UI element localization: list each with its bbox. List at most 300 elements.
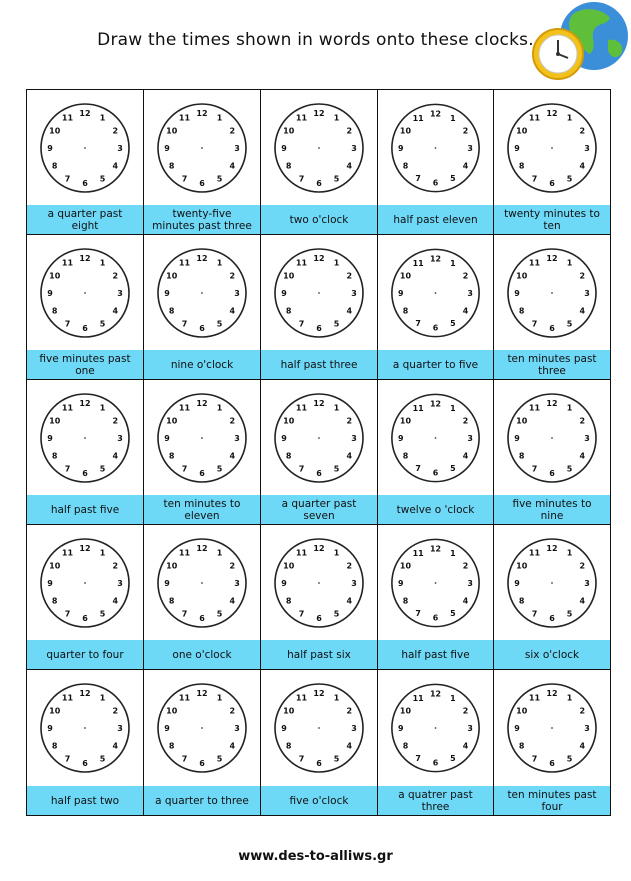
clock-face[interactable] <box>494 670 610 786</box>
clock-number: 9 <box>164 724 170 733</box>
clock-cell <box>378 670 494 815</box>
clock-number: 2 <box>229 271 236 281</box>
clock-number: 2 <box>462 416 469 426</box>
clock-number: 12 <box>196 399 208 408</box>
clock-face[interactable] <box>378 525 493 641</box>
clock-cell <box>261 380 378 525</box>
clock-face[interactable] <box>494 525 610 641</box>
clock-number: 7 <box>415 754 421 764</box>
clock-number: 8 <box>518 161 525 171</box>
clock-number: 2 <box>229 561 236 571</box>
clock-number: 12 <box>546 689 558 698</box>
clock-number: 4 <box>346 451 353 461</box>
clock-number: 5 <box>566 609 573 619</box>
clock-number: 4 <box>579 596 586 606</box>
time-label: quarter to four <box>27 640 143 669</box>
clock-number: 10 <box>516 126 528 136</box>
clock-face[interactable] <box>27 235 143 351</box>
clock-face[interactable] <box>261 670 377 786</box>
clock-number: 1 <box>333 113 340 123</box>
clock-number: 6 <box>199 469 205 478</box>
clock-face[interactable] <box>27 525 143 641</box>
clock-number: 10 <box>49 706 61 716</box>
clock-number: 4 <box>346 596 353 606</box>
clock-number: 4 <box>229 741 236 751</box>
clock-number: 4 <box>112 741 119 751</box>
clock-number: 6 <box>199 324 205 333</box>
clock-number: 6 <box>82 614 88 623</box>
time-label: a quatrer past three <box>378 786 493 815</box>
clock-number: 6 <box>199 759 205 768</box>
clock-face[interactable] <box>144 90 260 206</box>
clock-number: 8 <box>51 161 58 171</box>
clock-number: 8 <box>285 741 292 751</box>
time-label: half past six <box>261 640 377 669</box>
clock-face[interactable] <box>261 380 377 496</box>
clock-number: 7 <box>298 464 305 474</box>
clock-cell <box>494 90 610 235</box>
clock-number: 4 <box>112 306 119 316</box>
clock-number: 12 <box>196 544 208 553</box>
clock-number: 9 <box>398 578 404 588</box>
clock-number: 3 <box>351 724 357 733</box>
clock-number: 1 <box>99 548 106 558</box>
globe-clock-icon <box>528 0 631 88</box>
clock-number: 7 <box>298 174 305 184</box>
clock-number: 2 <box>229 416 236 426</box>
clock-number: 8 <box>51 451 58 461</box>
clock-number: 1 <box>216 693 223 703</box>
clock-number: 10 <box>49 271 61 281</box>
time-label: a quarter to five <box>378 350 493 379</box>
clock-number: 11 <box>528 548 541 558</box>
clock-number: 1 <box>450 403 456 413</box>
clock-number: 3 <box>117 434 123 443</box>
clock-number: 3 <box>584 289 590 298</box>
clock-number: 5 <box>333 319 340 329</box>
clock-number: 4 <box>112 161 119 171</box>
clock-face[interactable] <box>261 90 377 206</box>
clock-number: 9 <box>514 724 520 733</box>
clock-number: 6 <box>316 324 322 333</box>
clock-number: 3 <box>117 579 123 588</box>
clock-number: 7 <box>415 319 421 329</box>
clock-number: 10 <box>283 561 295 571</box>
clock-number: 11 <box>178 113 191 123</box>
clock-number: 11 <box>178 258 191 268</box>
clock-number: 12 <box>429 399 442 409</box>
clock-number: 7 <box>415 609 421 619</box>
clock-cell <box>378 90 494 235</box>
clock-number: 4 <box>346 306 353 316</box>
clock-number: 1 <box>99 693 106 703</box>
clock-number: 7 <box>181 609 188 619</box>
clock-number: 8 <box>168 161 175 171</box>
clock-number: 11 <box>528 258 541 268</box>
clock-number: 5 <box>216 609 223 619</box>
clock-number: 3 <box>467 578 473 588</box>
clock-number: 11 <box>528 693 541 703</box>
clock-number: 10 <box>166 126 178 136</box>
clock-number: 2 <box>346 126 353 136</box>
clock-number: 1 <box>333 258 340 268</box>
clock-number: 3 <box>234 434 240 443</box>
clock-number: 9 <box>164 434 170 443</box>
clock-number: 8 <box>51 306 58 316</box>
clock-number: 5 <box>566 754 573 764</box>
clock-number: 6 <box>82 324 88 333</box>
clock-number: 11 <box>412 693 424 703</box>
clock-face[interactable] <box>378 670 493 786</box>
clock-cell <box>494 525 610 670</box>
clock-face[interactable] <box>27 380 143 496</box>
clock-number: 1 <box>566 403 573 413</box>
clock-number: 6 <box>316 179 322 188</box>
clock-number: 8 <box>51 741 58 751</box>
clock-number: 9 <box>47 579 53 588</box>
clock-number: 10 <box>399 126 411 136</box>
clock-number: 9 <box>514 289 520 298</box>
clock-number: 6 <box>549 469 555 478</box>
clock-face[interactable] <box>144 235 260 351</box>
clock-number: 8 <box>518 451 525 461</box>
clock-number: 7 <box>181 319 188 329</box>
clock-number: 8 <box>518 306 525 316</box>
clock-number: 10 <box>49 126 61 136</box>
clock-cell <box>27 235 144 380</box>
clock-number: 5 <box>99 464 106 474</box>
clock-number: 2 <box>229 126 236 136</box>
clock-number: 11 <box>178 548 191 558</box>
clock-number: 9 <box>281 289 287 298</box>
clock-number: 1 <box>216 403 223 413</box>
time-label: five minutes past one <box>27 350 143 379</box>
clock-number: 3 <box>467 433 473 443</box>
clock-number: 3 <box>467 723 473 733</box>
clock-number: 9 <box>398 723 404 733</box>
clock-cell <box>494 235 610 380</box>
clock-number: 12 <box>313 399 325 408</box>
clock-number: 12 <box>313 109 325 118</box>
clock-number: 6 <box>199 179 205 188</box>
clock-number: 5 <box>333 174 340 184</box>
clock-number: 11 <box>412 258 424 268</box>
clock-number: 2 <box>462 271 469 281</box>
clock-number: 1 <box>450 693 456 703</box>
clock-number: 5 <box>99 754 106 764</box>
clock-cell <box>27 670 144 815</box>
clock-number: 5 <box>450 464 456 474</box>
clock-number: 5 <box>566 464 573 474</box>
clock-number: 8 <box>402 741 409 751</box>
clock-cell <box>27 525 144 670</box>
clock-number: 4 <box>346 741 353 751</box>
clock-face[interactable] <box>144 670 260 786</box>
clock-number: 5 <box>450 174 456 184</box>
clock-number: 9 <box>47 144 53 153</box>
clock-number: 2 <box>112 271 119 281</box>
clock-number: 11 <box>61 693 74 703</box>
clock-number: 9 <box>281 434 287 443</box>
clock-number: 12 <box>313 544 325 553</box>
clock-number: 5 <box>216 319 223 329</box>
clock-number: 6 <box>82 179 88 188</box>
clock-number: 7 <box>298 609 305 619</box>
clock-number: 6 <box>549 324 555 333</box>
clock-number: 2 <box>112 561 119 571</box>
time-label: five minutes to nine <box>494 495 610 524</box>
clock-number: 12 <box>196 254 208 263</box>
clock-number: 3 <box>584 579 590 588</box>
clock-number: 4 <box>229 306 236 316</box>
clock-number: 4 <box>112 451 119 461</box>
clock-number: 12 <box>196 109 208 118</box>
time-label: half past eleven <box>378 205 493 234</box>
clock-number: 9 <box>398 143 404 153</box>
clock-number: 1 <box>99 403 106 413</box>
clock-number: 4 <box>579 451 586 461</box>
clock-number: 7 <box>64 319 71 329</box>
clock-cell <box>261 525 378 670</box>
clock-number: 4 <box>346 161 353 171</box>
clock-number: 3 <box>117 724 123 733</box>
clock-number: 3 <box>351 289 357 298</box>
clock-number: 1 <box>566 548 573 558</box>
time-label: a quarter to three <box>144 786 260 815</box>
time-label: six o'clock <box>494 640 610 669</box>
clock-number: 8 <box>402 306 409 316</box>
page-title: Draw the times shown in words onto these clocks. <box>97 30 534 50</box>
clock-number: 7 <box>64 754 71 764</box>
clock-number: 9 <box>281 724 287 733</box>
clock-grid <box>26 89 611 816</box>
clock-face[interactable] <box>378 380 493 496</box>
clock-cell <box>494 670 610 815</box>
clock-number: 12 <box>79 254 91 263</box>
clock-number: 4 <box>462 306 469 316</box>
clock-number: 11 <box>178 403 191 413</box>
clock-number: 8 <box>51 596 58 606</box>
clock-number: 9 <box>514 579 520 588</box>
clock-number: 7 <box>531 319 538 329</box>
clock-number: 3 <box>234 579 240 588</box>
clock-face[interactable] <box>27 670 143 786</box>
clock-number: 6 <box>549 179 555 188</box>
time-label: five o'clock <box>261 786 377 815</box>
clock-number: 8 <box>168 306 175 316</box>
time-label: half past three <box>261 350 377 379</box>
clock-number: 7 <box>181 464 188 474</box>
clock-cell <box>378 380 494 525</box>
clock-number: 7 <box>531 754 538 764</box>
clock-number: 7 <box>531 609 538 619</box>
clock-number: 1 <box>216 548 223 558</box>
clock-number: 10 <box>283 706 295 716</box>
clock-number: 2 <box>112 126 119 136</box>
clock-face[interactable] <box>261 235 377 351</box>
time-label: twenty minutes to ten <box>494 205 610 234</box>
clock-face[interactable] <box>494 380 610 496</box>
clock-number: 8 <box>402 596 409 606</box>
clock-number: 10 <box>166 706 178 716</box>
clock-number: 12 <box>313 689 325 698</box>
clock-number: 5 <box>216 754 223 764</box>
clock-number: 8 <box>285 161 292 171</box>
clock-number: 2 <box>112 416 119 426</box>
clock-number: 7 <box>64 464 71 474</box>
clock-number: 7 <box>531 174 538 184</box>
clock-number: 12 <box>79 399 91 408</box>
clock-cell <box>144 235 261 380</box>
clock-number: 1 <box>333 548 340 558</box>
time-label: ten minutes past three <box>494 350 610 379</box>
clock-number: 3 <box>351 579 357 588</box>
clock-number: 12 <box>79 544 91 553</box>
time-label: two o'clock <box>261 205 377 234</box>
clock-number: 6 <box>432 323 439 333</box>
clock-number: 5 <box>333 464 340 474</box>
clock-number: 11 <box>412 403 424 413</box>
clock-cell <box>144 90 261 235</box>
clock-number: 11 <box>412 113 424 123</box>
clock-number: 2 <box>579 561 586 571</box>
clock-number: 2 <box>579 416 586 426</box>
clock-number: 1 <box>333 693 340 703</box>
clock-cell <box>27 90 144 235</box>
clock-cell <box>261 670 378 815</box>
clock-number: 1 <box>99 113 106 123</box>
clock-number: 10 <box>399 271 411 281</box>
clock-number: 11 <box>61 548 74 558</box>
clock-number: 3 <box>584 434 590 443</box>
clock-number: 3 <box>234 144 240 153</box>
clock-cell <box>378 235 494 380</box>
clock-number: 7 <box>298 319 305 329</box>
clock-number: 11 <box>295 693 308 703</box>
clock-number: 1 <box>566 113 573 123</box>
time-label: half past two <box>27 786 143 815</box>
clock-number: 10 <box>399 416 411 426</box>
clock-number: 8 <box>402 451 409 461</box>
clock-number: 10 <box>166 561 178 571</box>
clock-number: 6 <box>432 758 439 768</box>
clock-number: 1 <box>333 403 340 413</box>
clock-number: 4 <box>579 161 586 171</box>
clock-number: 6 <box>199 614 205 623</box>
clock-number: 3 <box>117 144 123 153</box>
clock-face[interactable] <box>144 525 260 641</box>
clock-number: 2 <box>346 416 353 426</box>
clock-number: 4 <box>462 451 469 461</box>
clock-number: 5 <box>566 319 573 329</box>
clock-number: 8 <box>518 741 525 751</box>
clock-number: 6 <box>82 759 88 768</box>
clock-face[interactable] <box>494 235 610 351</box>
clock-face[interactable] <box>27 90 143 206</box>
clock-number: 11 <box>412 548 424 558</box>
clock-face[interactable] <box>494 90 610 206</box>
clock-number: 5 <box>99 174 106 184</box>
clock-number: 6 <box>316 469 322 478</box>
clock-cell <box>144 380 261 525</box>
clock-number: 3 <box>351 144 357 153</box>
clock-number: 7 <box>64 174 71 184</box>
clock-number: 12 <box>79 689 91 698</box>
clock-cell <box>378 525 494 670</box>
clock-number: 2 <box>112 706 119 716</box>
clock-number: 6 <box>432 178 439 188</box>
clock-number: 2 <box>229 706 236 716</box>
clock-number: 7 <box>181 754 188 764</box>
clock-number: 8 <box>168 741 175 751</box>
clock-number: 3 <box>467 288 473 298</box>
clock-number: 6 <box>82 469 88 478</box>
time-label: half past five <box>378 640 493 669</box>
clock-number: 4 <box>579 741 586 751</box>
clock-number: 5 <box>216 174 223 184</box>
clock-face[interactable] <box>378 235 493 351</box>
clock-number: 11 <box>295 113 308 123</box>
clock-number: 1 <box>216 258 223 268</box>
clock-number: 7 <box>298 754 305 764</box>
clock-number: 2 <box>346 271 353 281</box>
clock-number: 11 <box>528 403 541 413</box>
clock-number: 1 <box>99 258 106 268</box>
time-label: ten minutes past four <box>494 786 610 815</box>
clock-number: 5 <box>216 464 223 474</box>
clock-number: 5 <box>333 754 340 764</box>
clock-number: 6 <box>549 759 555 768</box>
clock-number: 7 <box>415 174 421 184</box>
clock-number: 6 <box>432 468 439 478</box>
clock-number: 12 <box>546 254 558 263</box>
clock-number: 5 <box>450 754 456 764</box>
time-label: a quarter past eight <box>27 205 143 234</box>
clock-number: 9 <box>281 579 287 588</box>
clock-number: 9 <box>398 433 404 443</box>
clock-number: 9 <box>164 289 170 298</box>
clock-number: 6 <box>316 614 322 623</box>
clock-number: 4 <box>462 161 469 171</box>
clock-number: 10 <box>516 416 528 426</box>
clock-number: 12 <box>79 109 91 118</box>
clock-number: 11 <box>528 113 541 123</box>
clock-face[interactable] <box>378 90 493 206</box>
clock-number: 9 <box>164 579 170 588</box>
time-label: twenty-five minutes past three <box>144 205 260 234</box>
clock-face[interactable] <box>144 380 260 496</box>
clock-number: 2 <box>579 271 586 281</box>
clock-number: 5 <box>450 319 456 329</box>
clock-number: 12 <box>546 544 558 553</box>
time-label: half past five <box>27 495 143 524</box>
clock-number: 10 <box>399 706 411 716</box>
clock-number: 10 <box>516 271 528 281</box>
clock-number: 1 <box>450 548 456 558</box>
clock-number: 11 <box>61 258 74 268</box>
clock-number: 4 <box>462 741 469 751</box>
clock-number: 9 <box>281 144 287 153</box>
clock-number: 8 <box>285 596 292 606</box>
clock-number: 3 <box>234 289 240 298</box>
clock-number: 5 <box>333 609 340 619</box>
clock-number: 12 <box>429 544 442 554</box>
clock-number: 2 <box>579 706 586 716</box>
clock-number: 4 <box>112 596 119 606</box>
time-label: a quarter past seven <box>261 495 377 524</box>
clock-face[interactable] <box>261 525 377 641</box>
clock-number: 2 <box>462 561 469 571</box>
